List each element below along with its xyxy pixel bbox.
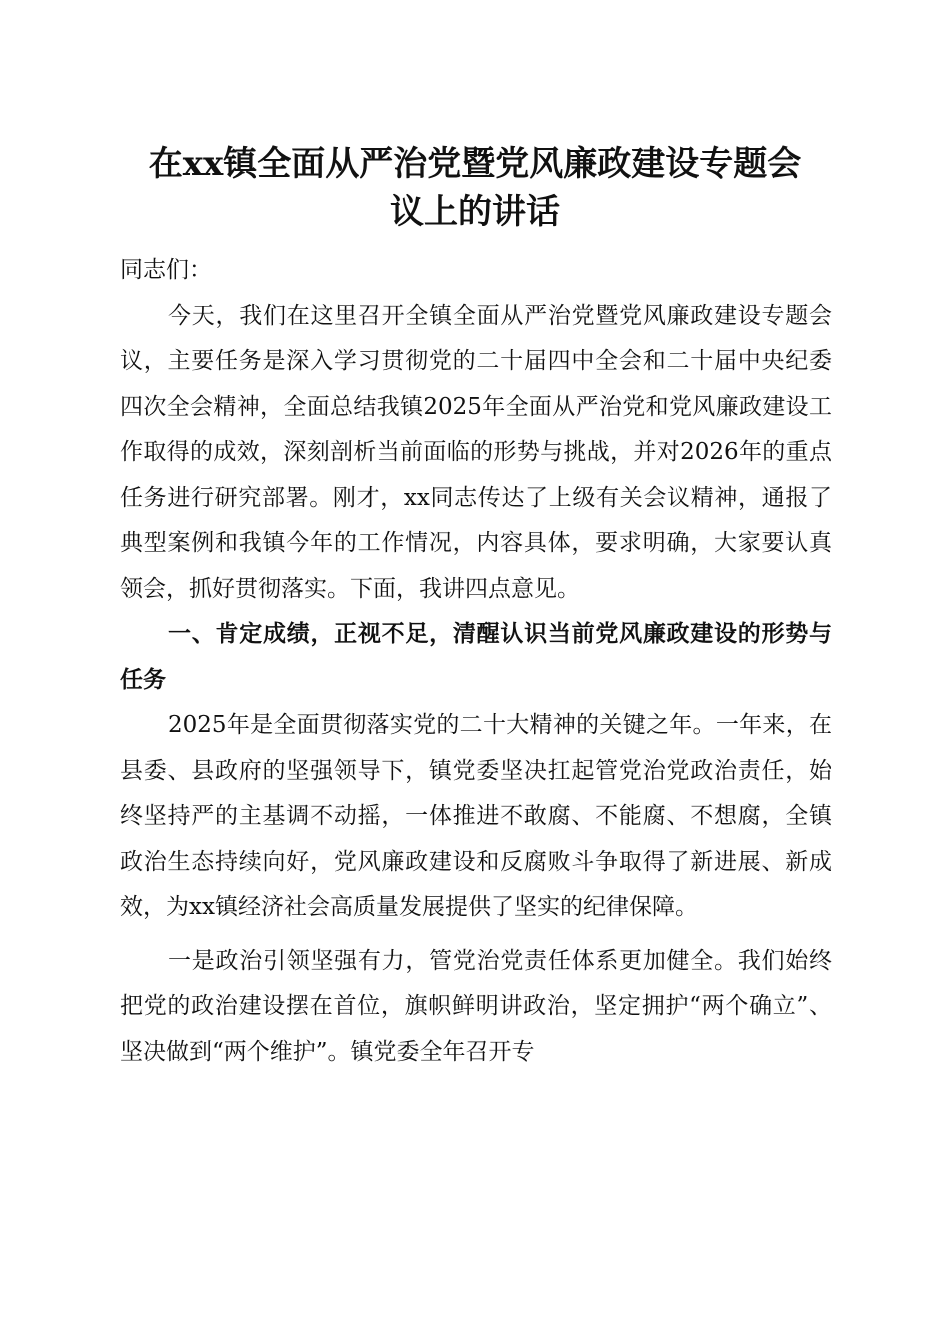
- document-title: [120, 140, 830, 236]
- section-1-paragraph: 2025年是全面贯彻落实党的二十大精神的关键之年。一年来，在县委、县政府的坚强领导下，镇党委坚决扛起管党治党政治责任，始终坚持严的主基调不动摇，一体推进不敢腐、不能腐、不想腐，全镇政治生态持续向好，党风廉政建设和反腐败斗争取得了新进展、新成效，为xx镇经济社会高质量发展提供了坚实的纪律保障。: [120, 712, 832, 920]
- intro-paragraph: 今天，我们在这里召开全镇全面从严治党暨党风廉政建设专题会议，主要任务是深入学习贯彻党的二十届四中全会和二十届中央纪委四次全会精神，全面总结我镇2025年全面从严治党和党风廉政建设工作取得的成效，深刻剖析当前面临的形势与挑战，并对2026年的重点任务进行研究部署。刚才，xx同志传达了上级有关会议精神，通报了典型案例和我镇今年的工作情况，内容具体，要求明确，大家要认真领会，抓好贯彻落实。下面，我讲四点意见。: [120, 302, 832, 602]
- salutation: 同志们：: [120, 257, 212, 283]
- title-line-1: 在xx镇全面从严治党暨党风廉政建设专题会: [148, 144, 802, 184]
- title-line-2: 议上的讲话: [390, 192, 560, 232]
- document-body: [120, 248, 832, 1075]
- section-1-point-1-paragraph: 一是政治引领坚强有力，管党治党责任体系更加健全。我们始终把党的政治建设摆在首位，旗帜鲜明讲政治，坚定拥护“两个确立”、坚决做到“两个维护”。镇党委全年召开专: [120, 947, 832, 1065]
- section-heading-1: 一、肯定成绩，正视不足，清醒认识当前党风廉政建设的形势与任务: [120, 621, 832, 693]
